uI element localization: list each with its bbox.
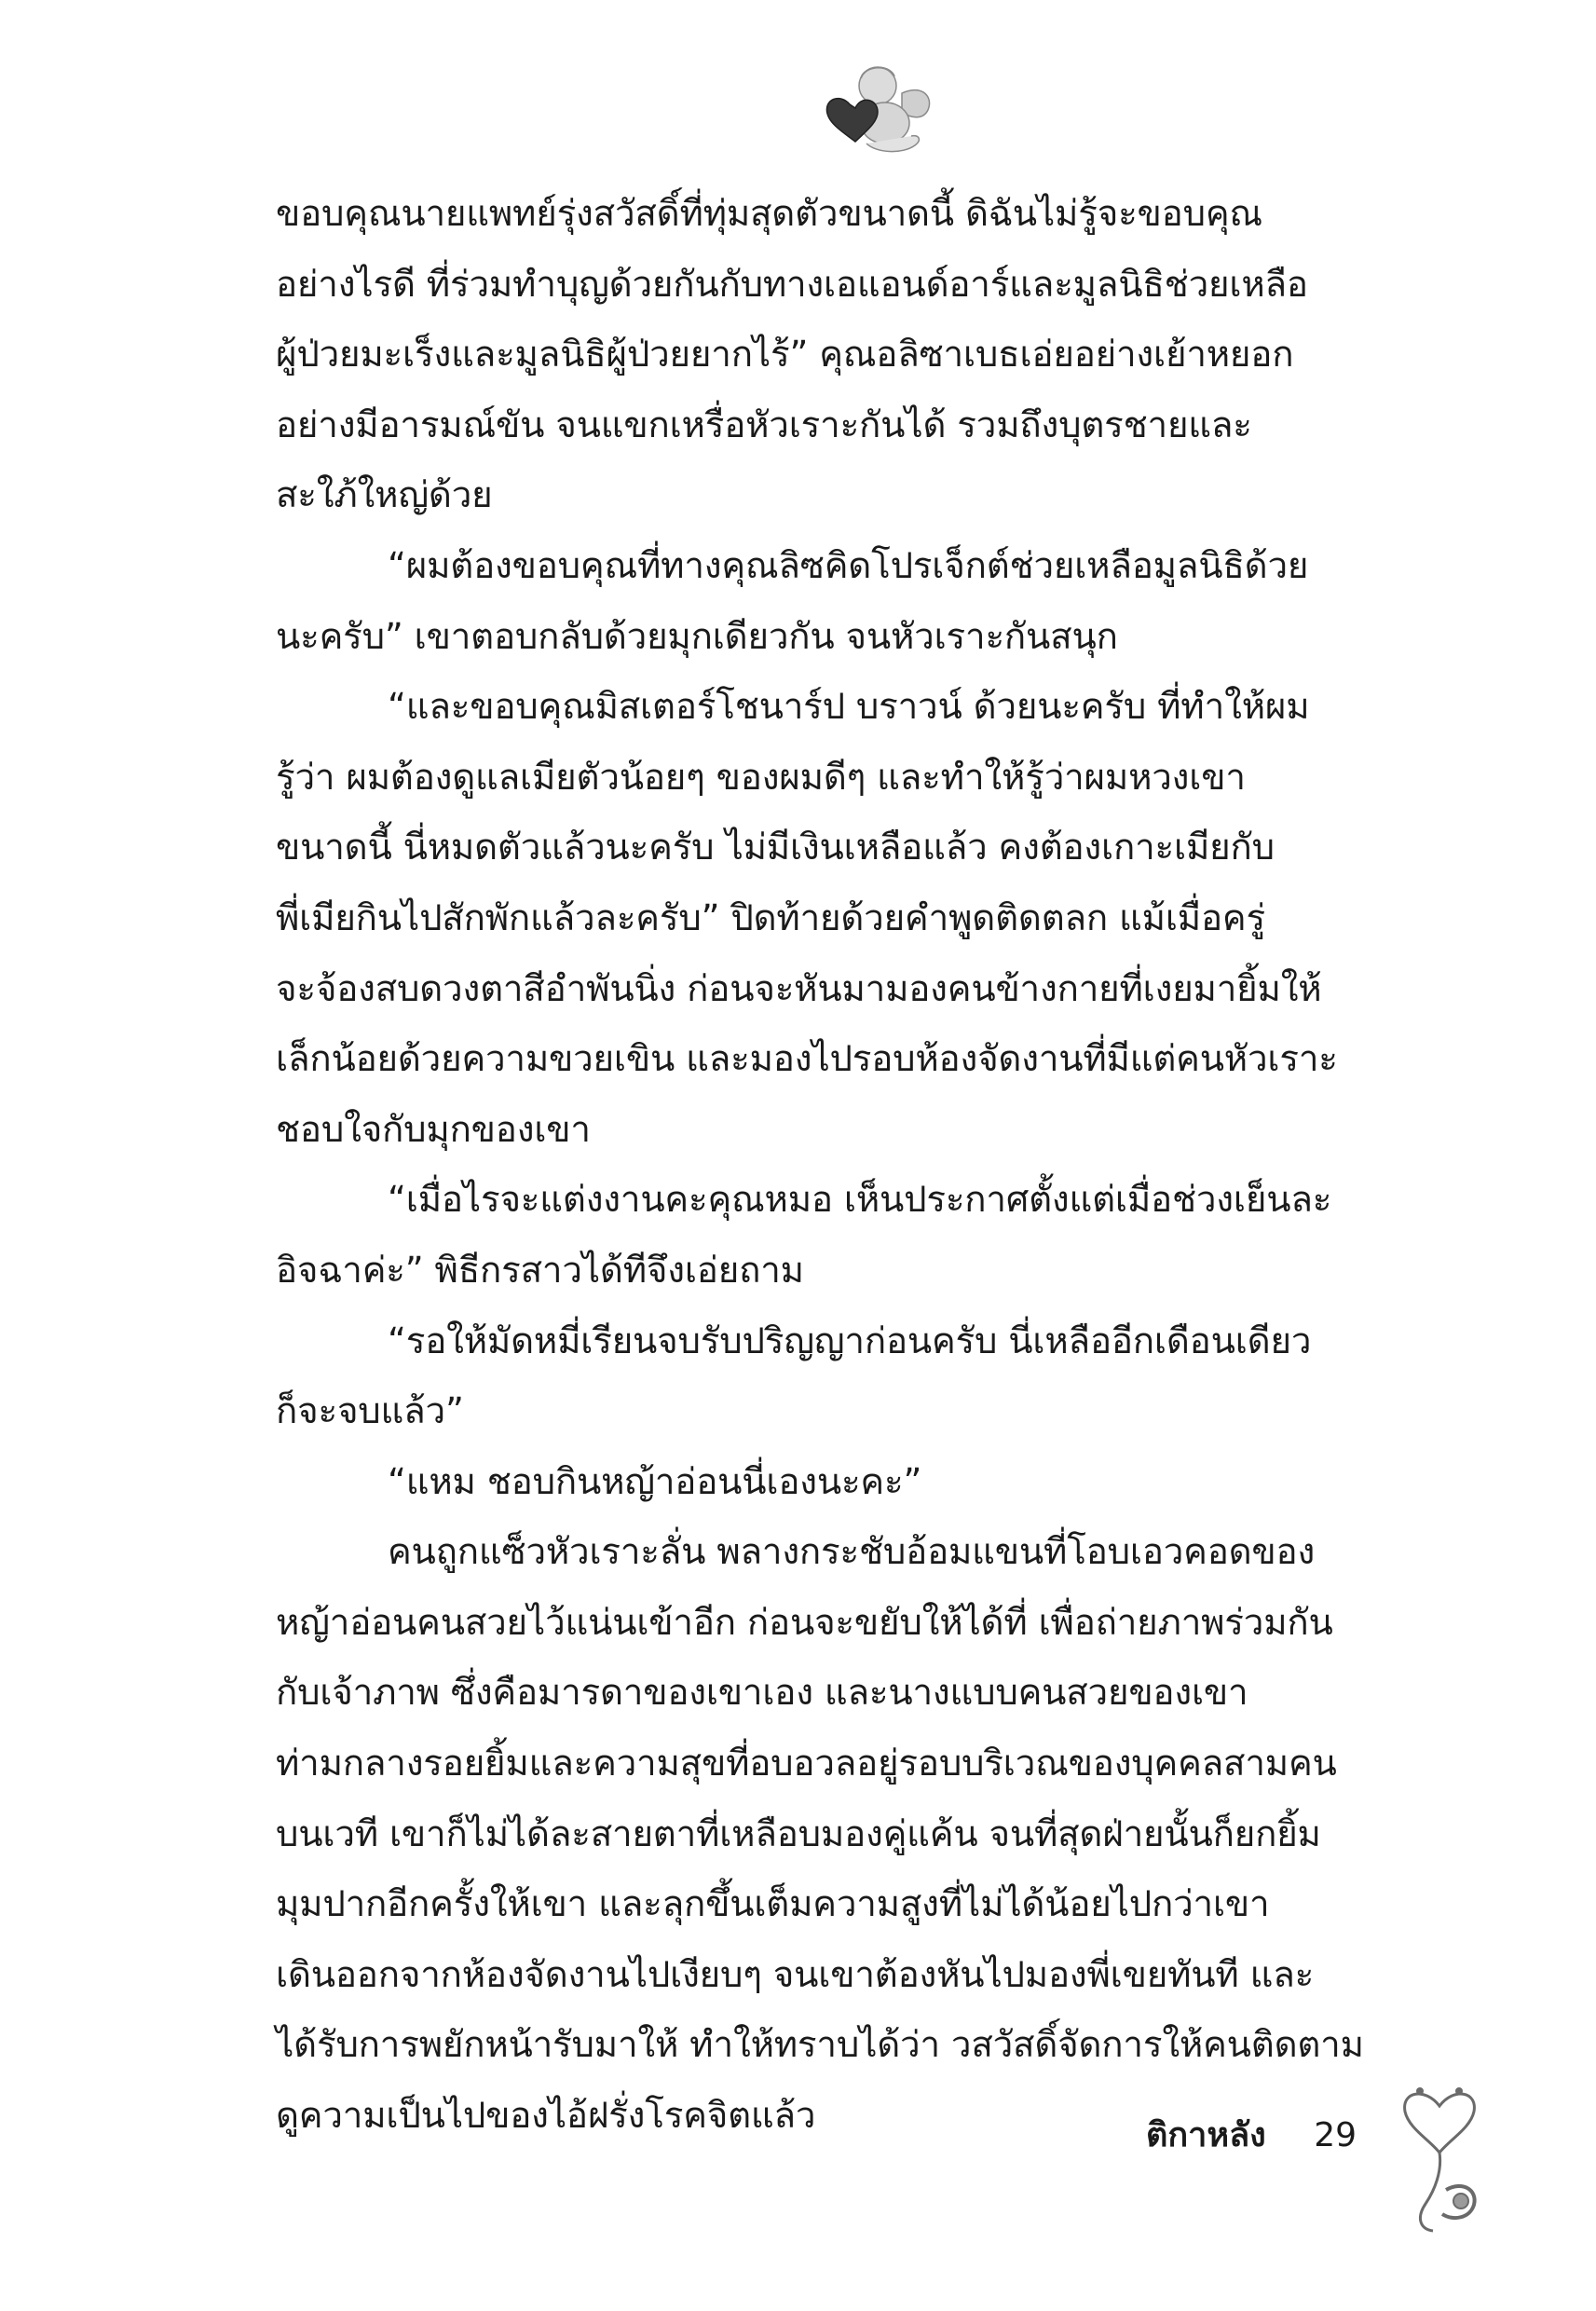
body-line: “และขอบคุณมิสเตอร์โชนาร์ป บราวน์ ด้วยนะครับ ที่ทำให้ผม <box>388 686 1310 729</box>
body-line: ท่ามกลางรอยยิ้มและความสุขที่อบอวลอยู่รอบบริเวณของบุคคลสามคน <box>276 1743 1337 1785</box>
body-line: พี่เมียกินไปสักพักแล้วละครับ” ปิดท้ายด้วยคำพูดติดตลก แม้เมื่อครู่ <box>276 896 1265 939</box>
page-number: 29 <box>1314 2116 1357 2154</box>
body-line: “แหม ชอบกินหญ้าอ่อนนี่เองนะคะ” <box>388 1460 922 1503</box>
body-line: เล็กน้อยด้วยความขวยเขิน และมองไปรอบห้องจัดงานที่มีแต่คนหัวเราะ <box>276 1038 1338 1081</box>
body-line: คนถูกแซ็วหัวเราะลั่น พลางกระชับอ้อมแขนที่โอบเอวคอดของ <box>388 1531 1316 1574</box>
cherub-with-heart-icon <box>792 56 941 158</box>
body-line: ได้รับการพยักหน้ารับมาให้ ทำให้ทราบได้ว่า วสวัสดิ์จัดการให้คนติดตาม <box>276 2024 1364 2067</box>
body-line: บนเวที เขาก็ไม่ได้ละสายตาที่เหลือบมองคู่แค้น จนที่สุดฝ่ายนั้นก็ยกยิ้ม <box>276 1812 1321 1855</box>
body-text <box>276 179 1417 2152</box>
body-line: รู้ว่า ผมต้องดูแลเมียตัวน้อยๆ ของผมดีๆ และทำให้รู้ว่าผมหวงเขา <box>276 756 1246 799</box>
body-line: ก็จะจบแล้ว” <box>276 1390 464 1433</box>
body-line: อย่างมีอารมณ์ขัน จนแขกเหรื่อหัวเราะกันได้ รวมถึงบุตรชายและ <box>276 403 1252 446</box>
body-line: ผู้ป่วยมะเร็งและมูลนิธิผู้ป่วยยากไร้” คุณอลิซาเบธเอ่ยอย่างเย้าหยอก <box>276 334 1294 376</box>
running-title: ติกาหลัง <box>1146 2116 1266 2154</box>
body-line: “รอให้มัดหมี่เรียนจบรับปริญญาก่อนครับ นี่เหลืออีกเดือนเดียว <box>388 1320 1312 1362</box>
body-line: ขนาดนี้ นี่หมดตัวแล้วนะครับ ไม่มีเงินเหลือแล้ว คงต้องเกาะเมียกับ <box>276 827 1275 869</box>
body-line: “ผมต้องขอบคุณที่ทางคุณลิซคิดโปรเจ็กต์ช่วยเหลือมูลนิธิด้วย <box>388 544 1309 587</box>
body-line: ชอบใจกับมุกของเขา <box>276 1108 591 1151</box>
body-line: มุมปากอีกครั้งให้เขา และลุกขึ้นเต็มความสูงที่ไม่ได้น้อยไปกว่าเขา <box>276 1883 1270 1926</box>
body-line: ดูความเป็นไปของไอ้ฝรั่งโรคจิตแล้ว <box>276 2095 816 2138</box>
body-line: หญ้าอ่อนคนสวยไว้แน่นเข้าอีก ก่อนจะขยับให้ได้ที่ เพื่อถ่ายภาพร่วมกัน <box>276 1601 1333 1644</box>
body-line: กับเจ้าภาพ ซึ่งคือมารดาของเขาเอง และนางแบบคนสวยของเขา <box>276 1672 1248 1715</box>
body-line: จะจ้องสบดวงตาสีอำพันนิ่ง ก่อนจะหันมามองคนข้างกายที่เงยมายิ้มให้ <box>276 967 1322 1010</box>
stethoscope-heart-icon <box>1388 2050 1491 2236</box>
body-line: “เมื่อไรจะแต่งงานคะคุณหมอ เห็นประกาศตั้งแต่เมื่อช่วงเย็นละ <box>388 1179 1332 1222</box>
body-line: อย่างไรดี ที่ร่วมทำบุญด้วยกันกับทางเอแอนด์อาร์และมูลนิธิช่วยเหลือ <box>276 263 1308 306</box>
body-line: สะใภ้ใหญ่ด้วย <box>276 474 493 517</box>
body-line: ขอบคุณนายแพทย์รุ่งสวัสดิ์ที่ทุ่มสุดตัวขนาดนี้ ดิฉันไม่รู้จะขอบคุณ <box>276 193 1262 235</box>
body-line: เดินออกจากห้องจัดงานไปเงียบๆ จนเขาต้องหันไปมองพี่เขยทันที และ <box>276 1953 1315 1996</box>
page-footer <box>1146 2108 1357 2164</box>
body-line: นะครับ” เขาตอบกลับด้วยมุกเดียวกัน จนหัวเราะกันสนุก <box>276 615 1118 658</box>
body-line: อิจฉาค่ะ” พิธีกรสาวได้ทีจึงเอ่ยถาม <box>276 1249 804 1292</box>
